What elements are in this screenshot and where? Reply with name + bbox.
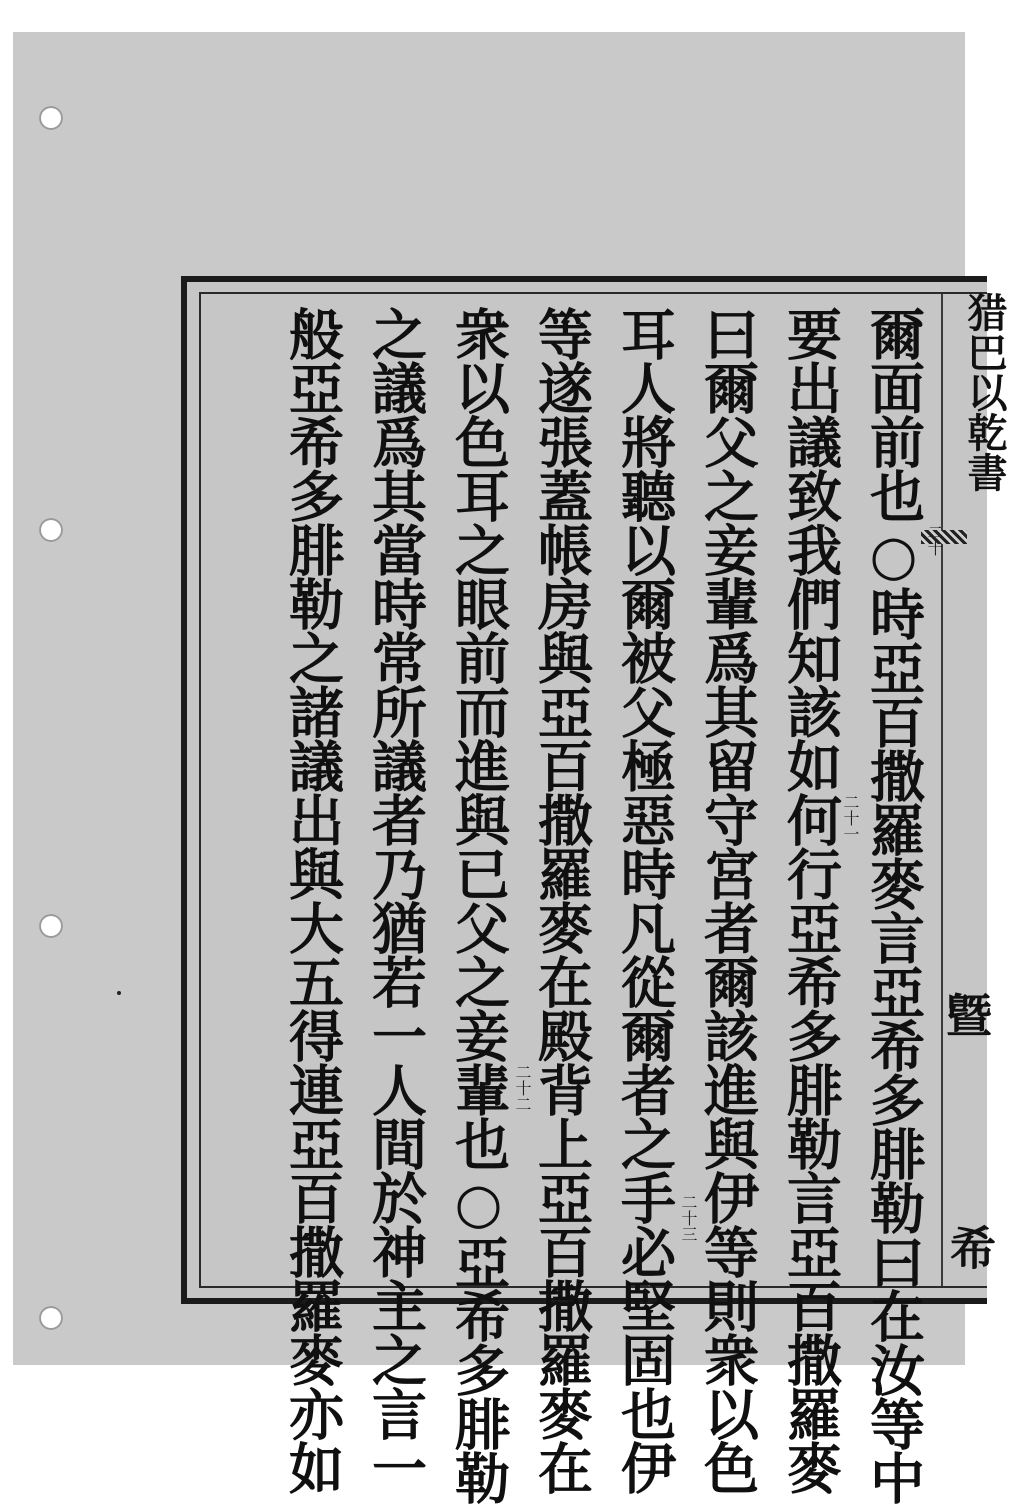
- text-column-7: 之議爲其當時常所議者乃猶若一人間於神主之言一: [363, 306, 428, 1494]
- binder-hole-1: [39, 106, 63, 130]
- text-column-6: 衆以色耳之眼前而進與已父之妾輩也○亞希多腓勒: [446, 306, 511, 1504]
- binder-hole-3: [39, 914, 63, 938]
- binder-hole-2: [39, 518, 63, 542]
- text-column-8: 般亞希多腓勒之諸議出與大五得連亞百撒羅麥亦如: [280, 306, 345, 1494]
- text-column-2: 要出議致我們知該如何行亞希多腓勒言亞百撒羅麥: [778, 306, 843, 1494]
- text-column-3: 曰爾父之妾輩爲其留守宮者爾該進與伊等則衆以色: [695, 306, 760, 1494]
- text-frame: [181, 276, 1008, 1504]
- column-rule: [941, 294, 943, 1286]
- text-column-5: 等遂張蓋帳房與亞百撒羅麥在殿背上亞百撒羅麥在: [529, 306, 594, 1494]
- text-block: [199, 292, 1008, 1504]
- scanned-page: [13, 32, 1008, 1504]
- verse-marker: 二十二: [513, 1064, 532, 1112]
- margin-fragment: 曁: [939, 992, 993, 1038]
- verse-marker: 二十: [925, 524, 944, 556]
- text-column-4: 耳人將聽以爾被父極惡時凡從爾者之手必堅固也伊: [612, 306, 677, 1494]
- margin-fragment: 希: [943, 1224, 997, 1270]
- verse-marker: 二十一: [841, 794, 860, 842]
- binder-hole-4: [39, 1306, 63, 1330]
- text-column-1: 爾面前也○時亞百撒羅麥言亞希多腓勒曰在汝等中: [861, 306, 926, 1504]
- speck: [117, 991, 121, 995]
- verse-marker: 二十三: [679, 1194, 698, 1242]
- title-fragment: 猎巴以乾書: [961, 292, 1008, 492]
